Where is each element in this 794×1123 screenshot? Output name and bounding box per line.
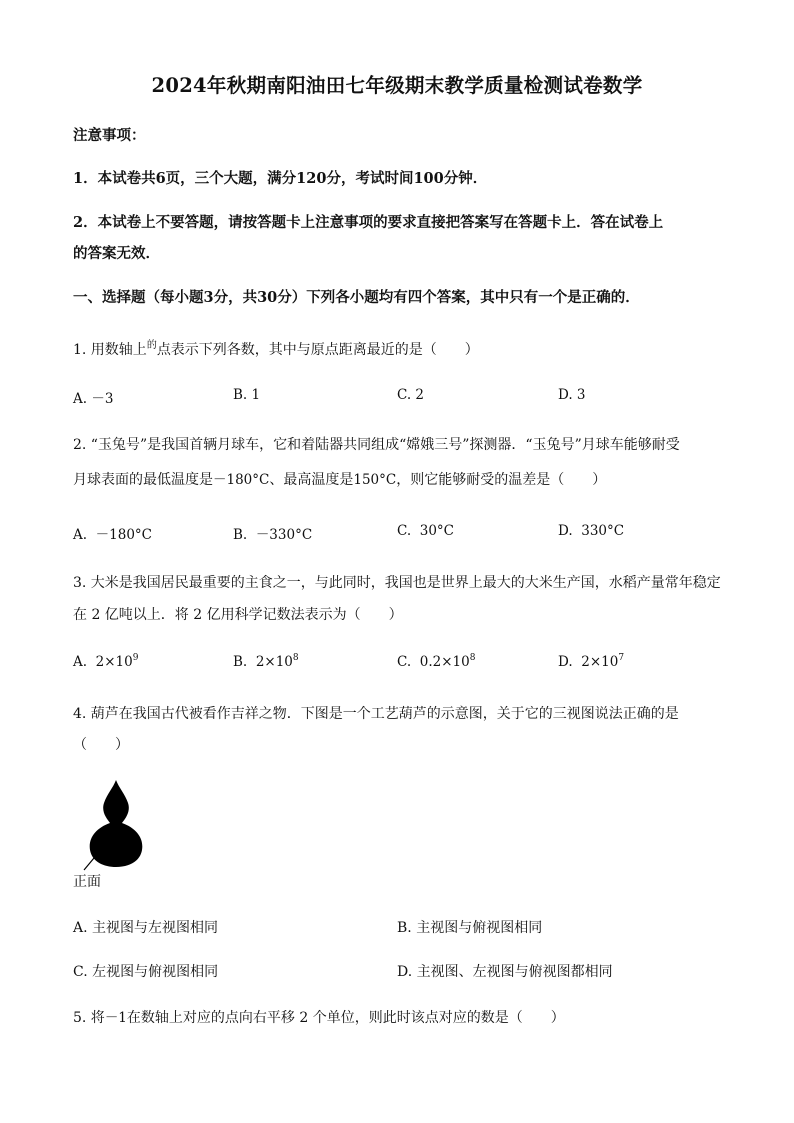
option-value: －180°C xyxy=(95,527,152,543)
question-1-stem-after: 点表示下列各数，其中与原点距离最近的是（ ） xyxy=(156,342,479,358)
question-1-stem-mark: 的 xyxy=(146,340,157,351)
question-1-stem xyxy=(73,339,479,359)
question-3-line-2: 在 2 亿吨以上．将 2 亿用科学记数法表示为（ ） xyxy=(73,607,403,623)
question-5-text-before: 5. 将 xyxy=(73,1010,105,1026)
question-4-line-1: 4. 葫芦在我国古代被看作吉祥之物．下图是一个工艺葫芦的示意图，关于它的三视图说法正确的是 xyxy=(73,706,679,722)
question-2-text-a: 月球表面的最低温度是 xyxy=(73,472,213,488)
question-2-option-b xyxy=(233,523,312,543)
option-base: 2×10 xyxy=(95,654,133,670)
question-3-option-b xyxy=(233,654,299,670)
option-letter: C. xyxy=(397,523,412,539)
question-2-option-a xyxy=(73,523,152,543)
question-1-stem-before: 1. 用数轴上 xyxy=(73,342,147,358)
question-3-option-c xyxy=(397,654,475,670)
question-2-option-d xyxy=(558,523,624,539)
option-exponent: 8 xyxy=(469,653,476,663)
question-4-option-d: D. 主视图、左视图与俯视图都相同 xyxy=(397,964,613,980)
option-letter: D. xyxy=(558,523,573,539)
question-2-min-temp: －180°C xyxy=(213,472,270,488)
question-1-option-c: C. 2 xyxy=(397,387,425,403)
question-1-option-a: A. －3 xyxy=(73,391,114,407)
gourd-shape xyxy=(90,780,143,867)
option-letter: A. xyxy=(73,527,88,543)
section-heading: 一、选择题（每小题3分，共30分）下列各小题均有四个答案，其中只有一个是正确的． xyxy=(73,289,640,306)
option-value: 330°C xyxy=(581,523,625,539)
option-base: 2×10 xyxy=(255,654,293,670)
option-base: 0.2×10 xyxy=(419,654,470,670)
question-3-line-1: 3. 大米是我国居民最重要的主食之一，与此同时，我国也是世界上最大的大米生产国，水稻产量常年稳定 xyxy=(73,575,721,591)
option-letter: D. xyxy=(558,654,573,670)
question-4-line-2: （ ） xyxy=(73,737,129,753)
question-2-max-temp: 150°C xyxy=(353,472,397,488)
option-letter: B. xyxy=(233,654,248,670)
option-exponent: 7 xyxy=(618,653,625,663)
figure-label-front: 正面 xyxy=(73,874,101,890)
front-arrow-line xyxy=(84,858,94,870)
question-2-option-c xyxy=(397,523,454,539)
question-2-line-2 xyxy=(73,468,606,489)
question-2-text-b: 、最高温度是 xyxy=(269,472,354,488)
option-base: 2×10 xyxy=(581,654,619,670)
option-letter: B. xyxy=(233,527,248,543)
question-4-option-a: A. 主视图与左视图相同 xyxy=(73,920,219,936)
question-1-option-d: D. 3 xyxy=(558,387,586,403)
notice-item-2-line-2: 的答案无效． xyxy=(73,245,160,262)
question-5-number: －1 xyxy=(104,1010,127,1026)
question-2-text-c: ，则它能够耐受的温差是（ ） xyxy=(396,472,607,488)
question-5-stem xyxy=(73,1006,565,1027)
gourd-figure xyxy=(80,776,160,872)
question-3-option-a xyxy=(73,654,138,670)
question-3-option-d xyxy=(558,654,624,670)
option-exponent: 8 xyxy=(292,653,299,663)
question-2-line-1: 2. “玉兔号”是我国首辆月球车，它和着陆器共同组成“嫦娥三号”探测器．“玉兔号”月球车能够耐受 xyxy=(73,437,680,453)
notice-item-1: 1．本试卷共6页，三个大题，满分120分，考试时间100分钟． xyxy=(73,170,488,187)
notice-heading: 注意事项： xyxy=(73,127,146,144)
notice-item-2-line-1: 2．本试卷上不要答题，请按答题卡上注意事项的要求直接把答案写在答题卡上．答在试卷上 xyxy=(73,214,664,231)
question-1-option-b: B. 1 xyxy=(233,387,261,403)
option-value: 30°C xyxy=(419,523,454,539)
question-4-option-c: C. 左视图与俯视图相同 xyxy=(73,964,219,980)
option-letter: A. xyxy=(73,654,88,670)
page-title: 2024年秋期南阳油田七年级期末教学质量检测试卷数学 xyxy=(151,74,643,97)
option-value: －330°C xyxy=(255,527,313,543)
question-5-text-after: 在数轴上对应的点向右平移 2 个单位，则此时该点对应的数是（ ） xyxy=(126,1010,565,1026)
question-4-option-b: B. 主视图与俯视图相同 xyxy=(397,920,543,936)
option-exponent: 9 xyxy=(132,653,139,663)
option-letter: C. xyxy=(397,654,412,670)
